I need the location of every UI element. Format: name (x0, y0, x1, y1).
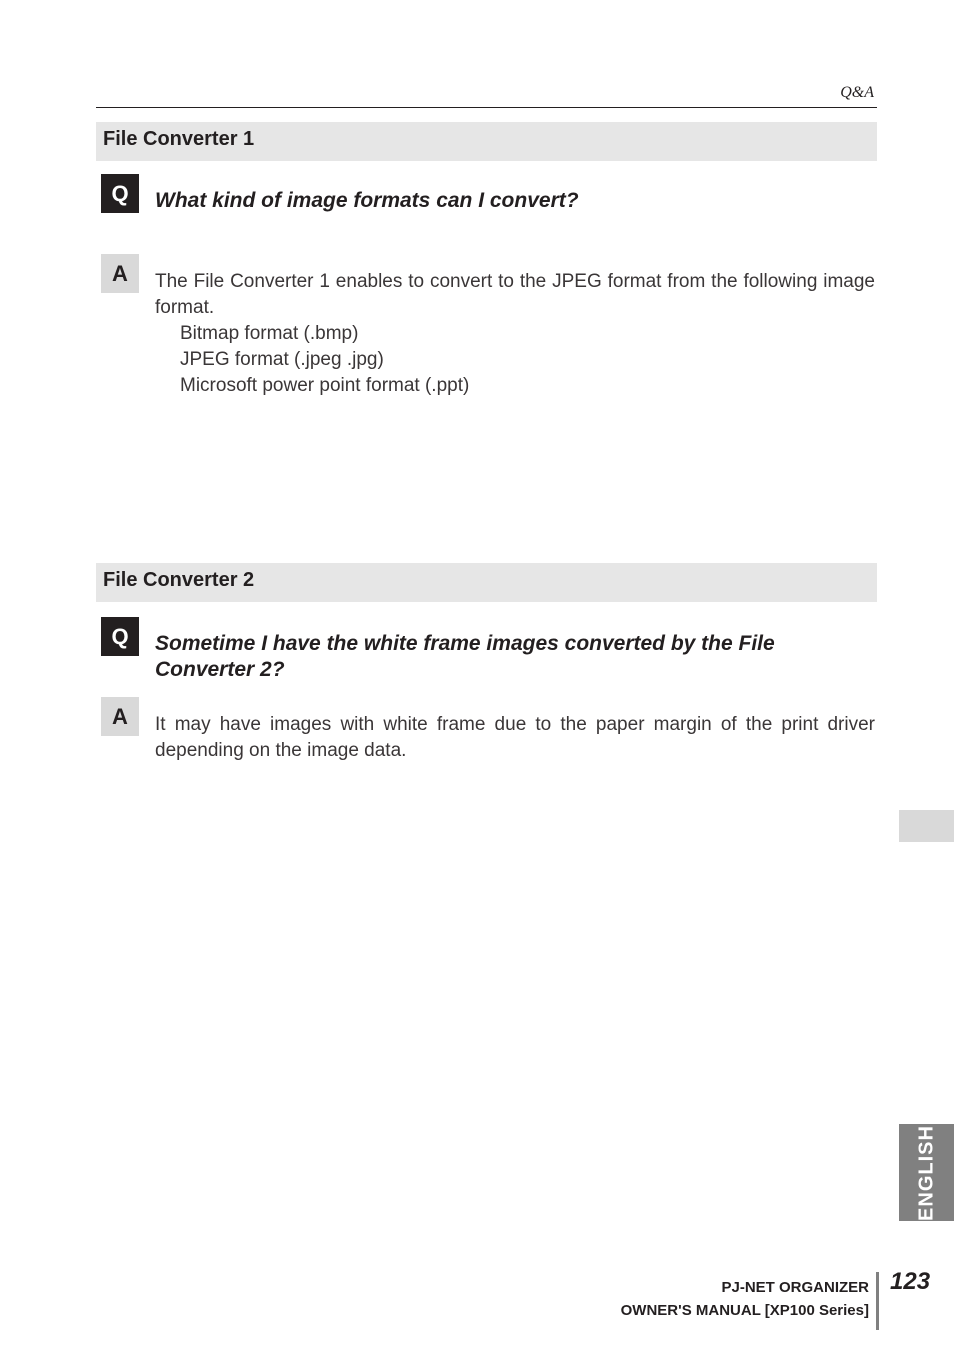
footer-product-name: PJ-NET ORGANIZER (721, 1279, 869, 1296)
section-title: File Converter 2 (103, 569, 255, 591)
answer-item: Bitmap format (.bmp) (180, 323, 359, 344)
side-tab-language (899, 1124, 954, 1221)
question-text: What kind of image formats can I convert? (155, 189, 579, 212)
footer-rule (876, 1272, 879, 1330)
page-number: 123 (890, 1268, 931, 1295)
answer-body (155, 269, 875, 399)
language-label: ENGLISH (915, 1124, 937, 1221)
section-title: File Converter 1 (103, 128, 255, 150)
answer-text: It may have images with white frame due to the paper margin of the print driver depending on the image data. (155, 714, 875, 761)
question-badge: Q (101, 617, 139, 656)
answer-text: The File Converter 1 enables to convert to the JPEG format from the following image format. (155, 271, 875, 318)
side-tab-chapter (899, 810, 954, 842)
header-label: Q&A (840, 84, 874, 101)
answer-item: Microsoft power point format (.ppt) (180, 375, 470, 396)
question-text: Sometime I have the white frame images converted by the File Converter 2? (155, 632, 775, 681)
answer-badge: A (101, 697, 139, 736)
section-bar-file-converter-1 (96, 122, 877, 161)
answer-badge: A (101, 254, 139, 293)
question-badge: Q (101, 174, 139, 213)
answer-body (155, 712, 875, 764)
section-bar-file-converter-2 (96, 563, 877, 602)
header-rule (96, 107, 877, 108)
footer-manual-name: OWNER'S MANUAL [XP100 Series] (620, 1302, 869, 1319)
answer-item: JPEG format (.jpeg .jpg) (180, 349, 384, 370)
footer-manual-title (621, 1276, 869, 1322)
